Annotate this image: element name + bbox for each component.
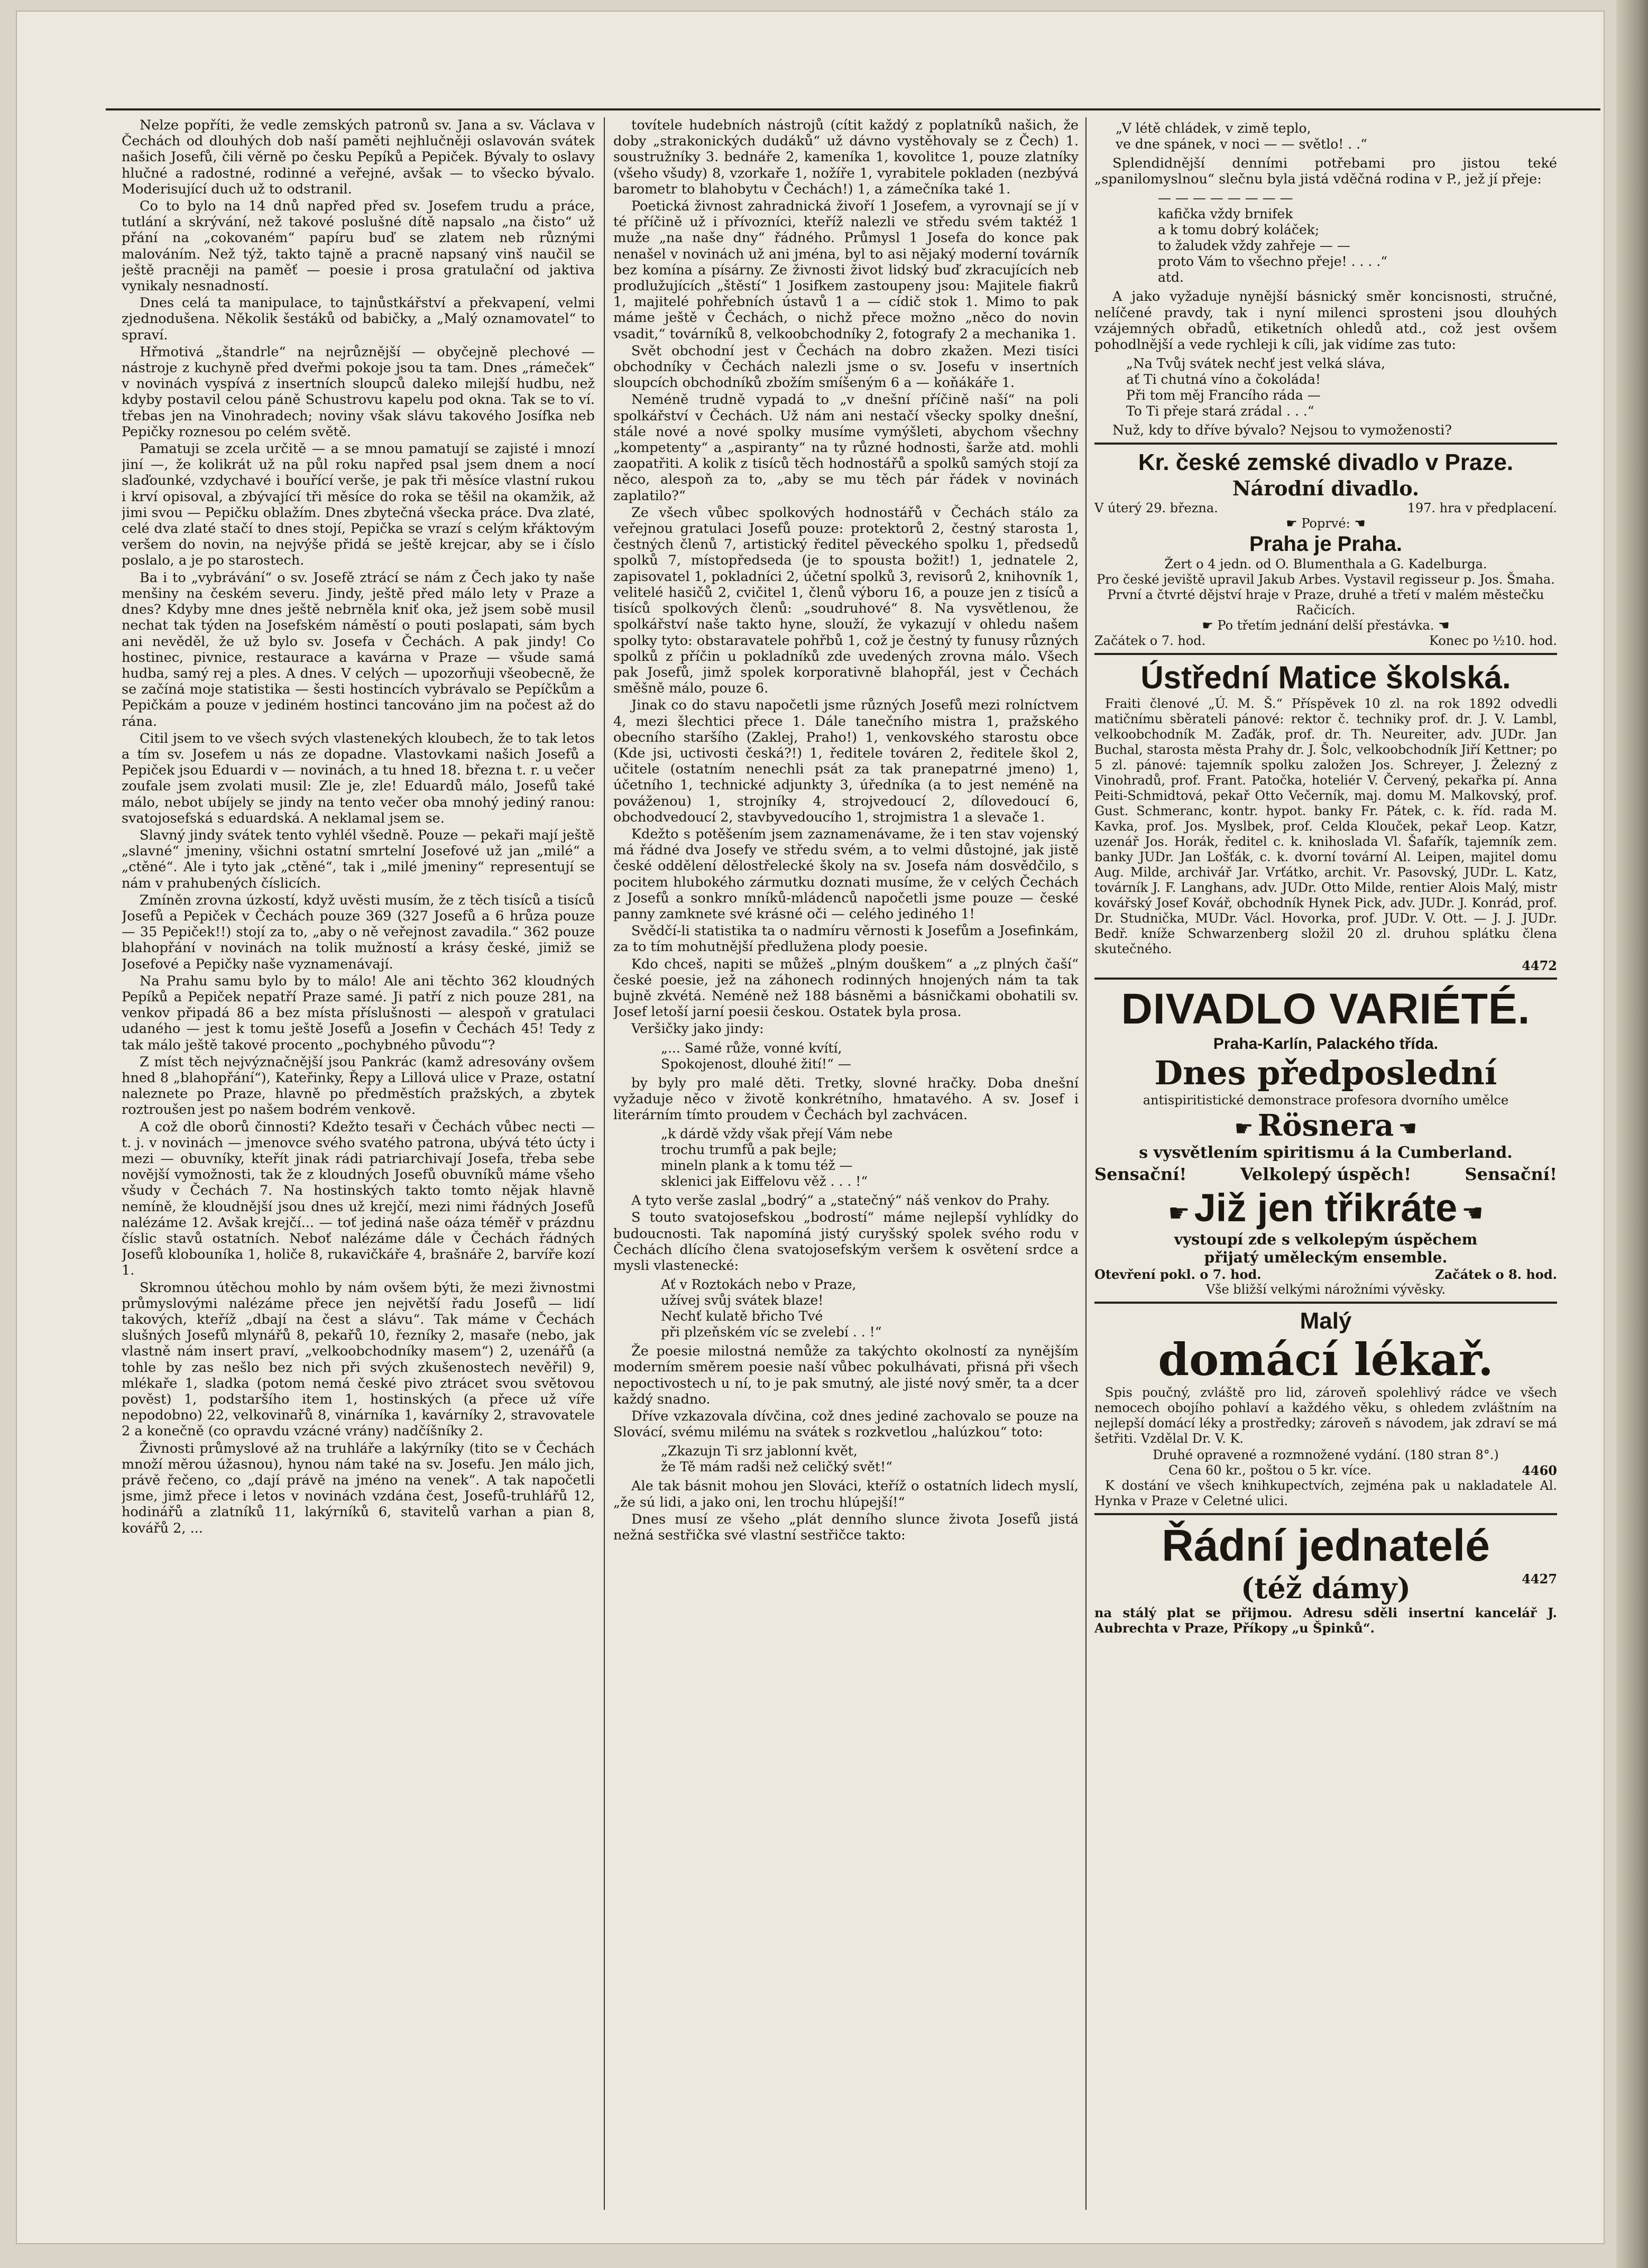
play-description: Pro české jeviště upravil Jakub Arbes. Vystavil regisseur p. Jos. Šmaha. [1097, 572, 1555, 587]
sensation-label: Sensační! [1465, 1164, 1557, 1185]
variete-times [1094, 1267, 1557, 1282]
theatre-times [1094, 633, 1557, 649]
variete-note: Vše bližší velkými nárožními vývěsky. [1205, 1282, 1446, 1297]
theatre-date-row [1094, 501, 1557, 516]
play-title: Praha je Praha. [1249, 532, 1403, 556]
column-divider [604, 117, 605, 2210]
pointing-hand-icon: ☚ [1438, 618, 1450, 633]
divider [1094, 978, 1557, 980]
divider [1094, 653, 1557, 655]
theatre-ad [1094, 449, 1557, 649]
premiere-label: Poprvé: [1301, 516, 1350, 531]
jednatele-text: na stálý plat se přijmou. Adresu sděli insertní kancelář J. Aubrechta v Praze, Příkopy „u Špinků“. [1094, 1605, 1557, 1636]
variete-address: Praha-Karlín, Palackého třída. [1213, 1035, 1439, 1053]
paragraph: Že poesie milostná nemůže za takýchto okolností za nynějším moderním směrem poesie naší vůbec pokulhávati, přisná při všech nepoctivostech u ní, to je pak smutný, ale jisté nový směr, ta a dcer každý snadno. [613, 1343, 1079, 1407]
paragraph: Hřmotivá „štandrle“ na nejrůznější — obyčejně plechové — nástroje z kuchyně před dveřmi pokoje jsou ta tam. Dnes „rámeček“ v novinách vyspívá z insertních sloupců daleko milejší hudbu, než kdyby postavil celou páně Schustrovu kapelu pod okna. Tak se to ví. třebas jen na Vinohradech; noviny však slávu takového Josífka neb Pepičky roznesou po celém světě. [122, 344, 595, 440]
divider [1094, 442, 1557, 445]
ads-column [1094, 117, 1557, 2210]
pointing-hand-icon: ☛ [1286, 516, 1297, 531]
three-times-row [1094, 1185, 1557, 1231]
paragraph: Svědčí-li statistika ta o nadmíru věrnosti k Josefům a Josefinkám, za to tím mohutnější předlužena plody poesie. [613, 923, 1079, 955]
pointing-hand-icon: ☛ [1202, 618, 1213, 633]
variete-explanation: s vysvětlením spiritismu á la Cumberland. [1139, 1144, 1513, 1163]
paragraph: Neméně trudně vypadá to „v dnešní příčině naší“ na poli spolkářství v Čechách. Už nám ani nestačí všecky spolky dnešní, stále nové a nové spolky musíme vymýšleti, abychom všechny „kompetenty“ a „aspiranty“ na ty různé hodnosti, šarže atd. mohli zaopatřiti. A kolik z tisíců těch hodnostářů a spolků samých stojí za něco, alespoň za to, „aby se mu těch pár řádek v novinách zaplatilo?“ [613, 392, 1079, 504]
lekar-price: Cena 60 kr., poštou o 5 kr. více. [1168, 1463, 1371, 1478]
paragraph: Ale tak básnit mohou jen Slováci, kteříž o ostatních lidech myslí, „že sú lidi, a jako oni, len trochu hlúpejší!“ [613, 1478, 1079, 1510]
paragraph: S touto svatojosefskou „bodrostí“ máme nejlepší vyhlídky do budoucnosti. Tak napomíná jistý curyšský spolek svého rodu v Čechách dlícího člena svatojosefským veršem k osvětení srdce a mysli vlastenecké: [613, 1210, 1079, 1274]
paragraph: Dříve vzkazovala dívčina, což dnes jediné zachovalo se pouze na Slovácí, svému milému na svátek s rozkvetlou „halúzkou“ toto: [613, 1408, 1079, 1441]
matice-ad [1094, 659, 1557, 973]
paragraph: A tyto verše zaslal „bodrý“ a „statečný“ náš venkov do Prahy. [631, 1193, 1050, 1209]
verse: Ať v Roztokách nebo v Praze, užívej svůj svátek blaze! Nechť kulatě břicho Tvé při plzeňském víc se zvelebí . . !“ [661, 1277, 882, 1340]
pointing-hand-icon: ☛ [1234, 1117, 1254, 1141]
success-label: Velkolepý úspěch! [1240, 1164, 1412, 1185]
verse: — — — — — — — — kafička vždy brnifek a k tomu dobrý koláček; to žaludek vždy zahřeje — — proto Vám to všechno přeje! . . . .“ atd. [1158, 190, 1388, 285]
pointing-hand-icon: ☛ [1168, 1198, 1190, 1228]
lekar-text: Spis poučný, zvláště pro lid, zároveň spolehlivý rádce ve všech nemocech obojího pohlaví a každého věku, s ohledem zvláštním na nejlepší domácí léky a prostředky; zároveň s návodem, jak zdraví se má šetřiti. Vzdělal Dr. V. K. [1094, 1385, 1557, 1446]
intermission-text: Po třetím jednání delší přestávka. [1217, 618, 1434, 633]
verse: „Na Tvůj svátek nechť jest velká sláva, ať Ti chutná víno a čokoláda! Při tom měj Francího ráda — To Ti přeje stará zrádal . . .“ [1126, 356, 1386, 419]
variete-ad [1094, 984, 1557, 1297]
paragraph: Na Prahu samu bylo by to málo! Ale ani těchto 362 kloudných Pepíků a Pepiček nepatří Praze samé. Ji patří z nich pouze 281, na venkov připadá 86 a bez místa příslušnosti — alespoň v gratulaci udaného — jest k tomu ještě Josefů a Josefin v Čechách 45! Tedy z tak málo ještě takové procento „pochybného původu“? [122, 973, 595, 1053]
play-description: Žert o 4 jedn. od O. Blumenthala a G. Kadelburga. [1164, 557, 1487, 572]
paragraph: Ze všech vůbec spolkových hodnostářů v Čechách stálo za veřejnou gratulaci Josefů pouze: protektorů 2, čestný starosta 1, čestných členů 7, artistický ředitel pěveckého spolku 1, předsedů spolků 7, místopředseda (je to spousta božit!) 1, jednatele 2, zapisovatel 1, pokladníci 2, účetní spolků 3, revisorů 2, knihovník 1, velitelé hasičů 2, cvičitel 1, členů výboru 16, a pouze jen z tisíců a tisíců spolkových členů: „soudruhové“ 8. Na vysvětlenou, že spolkářství naše takto hyne, slouží, že vykazují v ohledu našem spolky tyto: obstaravatele pohřbů 1, což je čestný ty funusy různých spolků z příčin u pokladníků zde uvedených zrovna málo. Všech pak Josefů, jimž spolek korporativně blahopřál, jest v Čechách směšně málo, pouze 6. [613, 504, 1079, 697]
end-time: Konec po ½10. hod. [1429, 633, 1557, 649]
variete-title: DIVADLO VARIÉTÉ. [1121, 985, 1531, 1034]
divider [1094, 1513, 1557, 1515]
paragraph: by byly pro malé děti. Tretky, slovné hračky. Doba dnešní vyžaduje něco v životě konkrétního, hmatavého. A sv. Josef i literárním tímto proudem v Čechách byl zachvácen. [613, 1075, 1079, 1123]
paragraph: Ba i to „vybrávání“ o sv. Josefě ztrácí se nám z Čech jako ty naše menšiny na českém severu. Jindy, ještě před málo lety v Praze a dnes? Kdyby mne dnes ještě nebrněla kniť oka, jež jsem sobě musil nechat tak týden na Josefském náměstí o pouti poslapati, sám bych ani nevěděl, že už bylo sv. Josefa v Čechách. A pak jindy! Co hostinec, pivnice, restaurace a kavárna v Praze — všude samá hudba, samý rej a ples. A dnes. V celých — upozorňuji všeobecně, že se začíná moje statistika — šesti hostincích vybrávalo se Pepíčkům a Pepičkám a pouze v jediném hostinci tancováno jim na počest až do rána. [122, 569, 595, 730]
pointing-hand-icon: ☚ [1398, 1117, 1417, 1141]
paragraph: Splendidnější denními potřebami pro jistou teké „spanilomyslnou“ slečnu byla jistá vděčná rodina v P., jež jí přeje: [1094, 155, 1557, 188]
paragraph: Skromnou útěchou mohlo by nám ovšem býti, že mezi živnostmi průmyslovými nalézáme přece jen největší řadu Josefů — lidí takových, kteříž „dbají na čest a slávu“. Tak máme v Čechách slušných Josefů mlynářů 8, pekařů 10, řezníky 2, masaře (nebo, jak vlastně nám insert praví, „velkoobchodníky masem“) 2, uzenářů (a tohle by zas nešlo bez nich při svých zkušenostech nevěřil) 9, mlékaře 1, sladka (potom nemá české pivo ztrácet svou světovou pověst) 1, podstaršího item 1, hostinských (a přece už víře nepodobno) 22, velkovinařů 8, vinárníka 1, kavárníky 2, stravovatele 2 a konečně (co opravdu vzácné vrány) nadčíšníky 2. [122, 1279, 595, 1440]
lekar-edition: Druhé opravené a rozmnožené vydání. (180 stran 8°.) [1153, 1448, 1499, 1463]
paragraph: Poetická živnost zahradnická živoří 1 Josefem, a vyrovnají se jí v té příčině už i přívozníci, kteříž nalezli ve středu svém taktéž 1 muže „na naše dny“ řádného. Průmysl 1 Josefa do konce pak nenašel v novinách už ani jména, byl to asi nějaký moderní továrník bez komína a písárny. Ze živnosti život lidský buď zkracujících neb prodlužujících „štěstí“ 1 Josifkem zastoupeny jsou: Majitele fiakrů 1, majitelé pohřebních ústavů 1 a — cídič stok 1. Mimo to pak máme ještě v Čechách, o nichž přece možno „něco do novin vsadit,“ továrníků 8, velkoobchodníky 2, fotografy 2 a mechanika 1. [613, 198, 1079, 342]
start-time: Začátek o 8. hod. [1435, 1267, 1557, 1283]
book-binding-edge [1616, 0, 1648, 2268]
verse: „Zkazujn Ti srz jablonní květ, že Tě mám radši než celičký svět!“ [661, 1443, 892, 1475]
paragraph: Dnes celá ta manipulace, to tajnůstkářství a překvapení, velmi zjednodušena. Několik šestáků od babičky, a „Malý oznamovatel“ to spraví. [122, 295, 595, 343]
paragraph: Nuž, kdy to dříve bývalo? Nejsou to vymoženosti? [1112, 422, 1452, 439]
verse: „k dárdě vždy však přejí Vám nebe trochu trumfů a pak bejle; mineln plank a k tomu též — sklenici jak Eiffelovu věž . . . !“ [661, 1126, 893, 1190]
three-times-title: Již jen třikráte [1194, 1186, 1458, 1230]
lekar-maly: Malý [1300, 1308, 1352, 1334]
variete-line: přijatý uměleckým ensemble. [1204, 1249, 1448, 1267]
article-column-1 [122, 117, 595, 2210]
paragraph: Veršičky jako jindy: [631, 1021, 764, 1037]
paragraph: Jinak co do stavu napočetli jsme různých Josefů mezi rolníctvem 4, mezi šlechtici přece 1. Dále tanečního mistra 1, pražského obecního staršího (Zaklej, Praho!) 1, venkovského starostu obce (Kde jsi, uctivosti česká?!) 1, ředitele továren 2, ředitele škol 2, učitele (ostatním nenechli psát za tak pranepatrné jmeno) 1, účetního 1, technické adjunkty 3, úředníka (a to jest neméně na pováženou) 1, strojníky 4, strojvedoucí 2, dílovedoucí 6, obchodvedoucí 2, stavbyvedoucího 1, strojmistra 1 a slevače 1. [613, 697, 1079, 825]
lekar-order: K dostání ve všech knihkupectvích, zejména pak u nakladatele Al. Hynka v Praze v Celetné ulici. [1094, 1478, 1557, 1509]
paragraph: Zmíněn zrovna úzkostí, když uvěsti musím, že z těch tisíců a tisíců Josefů a Pepiček v Čechách pouze 369 (327 Josefů a 6 hrůza pouze — 35 Pepiček!!) stojí za to, „aby o ně veřejnost zavadila.“ 362 pouze blahopřání v novinách na tolik mužností a krásy české, jimiž se Josefové a Pepičky naše vyznamenávají. [122, 892, 595, 972]
variete-name-row [1094, 1108, 1557, 1143]
paragraph: Co to bylo na 14 dnů napřed před sv. Josefem trudu a práce, tutlání a skrývání, než takové poslušné dítě napsalo „na čisto“ už přání na „cokovaném“ papíru buď se zlatem neb různými malováním. Než týž, takto tajně a pracně napsaný vinš naučil se ještě pracněji na paměť — poesie i prosa gratulační od jaktiva vynikaly nesnadností. [122, 198, 595, 294]
column-divider [1085, 117, 1087, 2210]
sensation-row [1094, 1163, 1557, 1185]
pointing-hand-icon: ☚ [1354, 516, 1366, 531]
box-office-time: Otevření pokl. o 7. hod. [1094, 1267, 1262, 1283]
start-time: Začátek o 7. hod. [1094, 633, 1206, 649]
variete-line: vystoupí zde s velkolepým úspěchem [1174, 1231, 1478, 1249]
ad-number: 4472 [1522, 958, 1557, 974]
sensation-label: Sensační! [1094, 1164, 1187, 1185]
theatre-title: Kr. české zemské divadlo v Praze. [1138, 449, 1514, 476]
jednatele-ad [1094, 1519, 1557, 1636]
performance-date: V úterý 29. března. [1094, 501, 1218, 516]
performer-name: Rösnera [1257, 1108, 1394, 1144]
jednatele-title: Řádní jednatelé [1162, 1520, 1490, 1571]
jednatele-sub: (též dámy) [1240, 1571, 1411, 1606]
verse: „V létě chládek, v zimě teplo, ve dne spánek, v noci — — světlo! . .“ [1116, 121, 1367, 152]
verse: „... Samé růže, vonné kvítí, Spokojenost, dlouhé žití!“ — [661, 1040, 851, 1072]
lekar-title: domácí lékař. [1158, 1333, 1494, 1386]
matice-text: Fraiti členové „Ú. M. Š.“ Příspěvek 10 zl. na rok 1892 odvedli matičnímu sběrateli pánové: rektor č. techniky prof. dr. J. V. Lambl, velkoobchodník M. Zaďák, prof. dr. Th. Neureiter, adv. JUDr. Jan Buchal, starosta města Prahy dr. J. Šolc, velkoobchodník Jiří Kettner; po 5 zl. pánové: tajemník spolku založen Jos. Schreyer, J. Železný z Vinohradů, prof. Frant. Patočka, hoteliér V. Červený, pekařka pí. Anna Peiti-Schmidtová, pekař Otto Večerník, maj. domu M. Malkovský, prof. Gust. Schmeranc, kontr. hypot. banky Fr. Pátek, c. k. říd. rada M. Kavka, prof. Jos. Myslbek, prof. Celda Klouček, pekař Leop. Katzr, uzenář Jos. Horák, ředitel c. k. knihoslada Vl. Šafařík, tajemník zem. banky JUDr. Jan Lošťák, c. k. dvorní tovární Al. Leipen, majitel domu Aug. Milde, archivář Jar. Vrťátko, archit. Vr. Pasovský, JUDr. L. Katz, továrník J. F. Langhans, adv. JUDr. Otto Milde, rentier Alois Malý, mistr kovářský Josef Kovář, obchodník Hynek Pick, adv. JUDr. J. Konrád, prof. Dr. Studnička, MUDr. Václ. Hovorka, prof. JUDr. V. Ott. — J. J. JUDr. Bedř. kníže Schwarzenberg složil 20 zl. druhou splátku člena skutečného. [1094, 696, 1557, 957]
intermission-note [1094, 618, 1557, 633]
paragraph: Citil jsem to ve všech svých vlastenekých kloubech, že to tak letos a tím sv. Josefem u nás ze dopadne. Vlastovkami našich Josefů a Pepiček jsou Eduardi v — novinách, a tu hned 18. března t. r. u večer zoufale jsem zvolati musil: Zle je, zle! Eduardů málo, Josefů také málo, nebot ubíjely se jindy na tento večer oba mnohý jediný ranou: svatojosefská s eduardská. A neklamal jsem se. [122, 730, 595, 826]
top-rule [106, 108, 1600, 110]
paragraph: A jako vyžaduje nynější básnický směr koncisnosti, stručné, nelíčené pravdy, tak i nyní milenci sprosteni jsou dlouhých vzájemných obřadů, etiketních ohledů atd., což jest ovšem pohodlnější a vede rychleji k cíli, jak vidíme zas tuto: [1094, 289, 1557, 353]
pointing-hand-icon: ☚ [1461, 1198, 1484, 1228]
variete-dnes: Dnes předposlední [1154, 1054, 1497, 1093]
divider [1094, 1302, 1557, 1304]
article-column-2 [613, 117, 1079, 2210]
paragraph: Dnes musí ze všeho „plát denního slunce života Josefů jistá nežná sestřička své vlastní sestřičce takto: [613, 1511, 1079, 1544]
paragraph: Kdo chceš, napiti se můžeš „plným douškem“ a „z plných čaší“ české poesie, jež na záhonech rodinných hnojených nám ta tak bujně zkvétá. Neméně než 188 básněmi a básničkami obohatili sv. Josef letoší jarní poesii českou. Ostatek byla prosa. [613, 956, 1079, 1020]
paragraph: Kdežto s potěšením jsem zaznamenávame, že i ten stav vojenský má řádné dva Josefy ve středu svém, a to velmi důstojné, jak jistě české oddělení dělostřelecké školy na sv. Josefa nám dosvědčilo, s pocitem hlubokého zármutku doznati musíme, že v celých Čechách z Josefů a sonkro mníků-mládenců napočetli jsme pouze — české panny zamknete své krásné oči — celého jediného 1! [613, 826, 1079, 922]
theatre-subtitle: Národní divadlo. [1232, 476, 1420, 501]
paragraph: Živnosti průmyslové až na truhláře a lakýrníky (tito se v Čechách množí měrou úžasnou), hynou nám také na sv. Josefu. Jen málo jich, právě řečeno, co „dají právě na jméno na venek“. A tak napočetli jsme, jimž přece i letos v novinách vzdána čest, Josefů-truhlářů 12, hodinářů a zlatníků 11, lakýrníků 6, stavitelů varhan a pian 8, kovářů 2, ... [122, 1440, 595, 1536]
paragraph: A což dle oborů činnosti? Kdežto tesaři v Čechách vůbec necti — t. j. v novinách — jmenovce svého svatého patrona, ubývá této úcty i mezi — obuvníky, kteřít jinak rádi patriarchivají Josefa, třeba sebe novější vymožnosti, tak že z kloudných Josefů obuvníků máme všeho všudy v Čechách 7. Na hostinských takto tomto nějak hlavně nemíně, že kloudnější jsou dnes už krejčí, mezi nimi řádných Josefů nalézáme 12. Avšak krejčí... — toť jediná naše oáza téměř v prázdnu číslic stavů ostatních. Neboť nalézáme dále v Čechách řádných Josefů klobouníka 1, holiče 8, rukavičkáře 4, brašnáře 2, barvíře kozí 1. [122, 1119, 595, 1279]
paragraph: Svět obchodní jest v Čechách na dobro zkažen. Mezi tisíci obchodníky v Čechách nalezli jsme o sv. Josefu v insertních sloupcích obchodníků zbožím smíšeným 6 a — koňákáře 1. [613, 343, 1079, 391]
paragraph: Nelze popříti, že vedle zemských patronů sv. Jana a sv. Václava v Čechách od dlouhých dob naší paměti nejhlučněji oslavován svátek našich Josefů, čili věrně po česku Pepíků a Pepiček. Bývaly to oslavy hlučné a radostné, rodinné a veřejné, avšak — to všecko bývalo. Moderisující duch už to odstranil. [122, 117, 595, 197]
lekar-price-row [1094, 1463, 1557, 1478]
performance-number: 197. hra v předplacení. [1407, 501, 1557, 516]
play-description: První a čtvrté dějství hraje v Praze, druhé a třetí v malém městečku Račicích. [1107, 587, 1544, 618]
matice-title: Ústřední Matice školská. [1140, 660, 1511, 696]
variete-anti: antispiritistické demonstrace profesora dvorního umělce [1143, 1093, 1509, 1108]
premiere-line [1094, 516, 1557, 531]
ad-number: 4427 [1522, 1571, 1557, 1587]
jednatele-sub-row [1094, 1571, 1557, 1605]
paragraph: Slavný jindy svátek tento vyhlél všedně. Pouze — pekaři mají ještě „slavné“ jmeniny, všichni ostatní smrtelní Josefové už jan „milé“ a „ctěné“. Ale i tyto jak „ctěné“, tak i „milé jmeniny“ representují se nám v prahubených číslicích. [122, 827, 595, 891]
paragraph: Z míst těch nejvýznačnější jsou Pankrác (kamž adresovány ovšem hned 8 „blahopřání“), Kateřinky, Řepy a Lillová ulice v Praze, ostatní naleznete po Praze, hlavně po předměstích pražských, a zbytek roztroušen jest po našem bodrém venkově. [122, 1054, 595, 1118]
paragraph: Pamatuji se zcela určitě — a se mnou pamatují se zajisté i mnozí jiní —, že kolikrát už na půl roku napřed psal jsem dnem a nocí slaďounké, vzdychavé i bouřící verše, je pak tři měsíce vlastní rukou i krví opisoval, a zbývající tři měsíce do roka se těšil na okamžik, až jimi svou — Pepičku oblažím. Dnes zbytečná všecka práce. Dva zlaté, celé dva zlaté stačí to dnes stojí, Pepička se vrazí s celým křáktovým veršem do novin, na nejvýše přidá se ještě krejcar, aby se i číslo poslalo, a je po starostech. [122, 441, 595, 569]
paragraph: tovítele hudebních nástrojů (cítit každý z poplatníků našich, že doby „strakonických dudáků“ už dávno vystěhovaly se z Čech) 1. soustružníky 3. bednáře 2, kameníka 1, kovolitce 1, pouze zlatníky (všeho všudy) 8, vzorkaře 1, nožíře 1, vyrabitele pokladen (nezbývá barometr to blahobytu v Čechách!) 1, a zámečníka také 1. [613, 117, 1079, 197]
lekar-ad [1094, 1308, 1557, 1509]
ad-number: 4460 [1522, 1463, 1557, 1479]
